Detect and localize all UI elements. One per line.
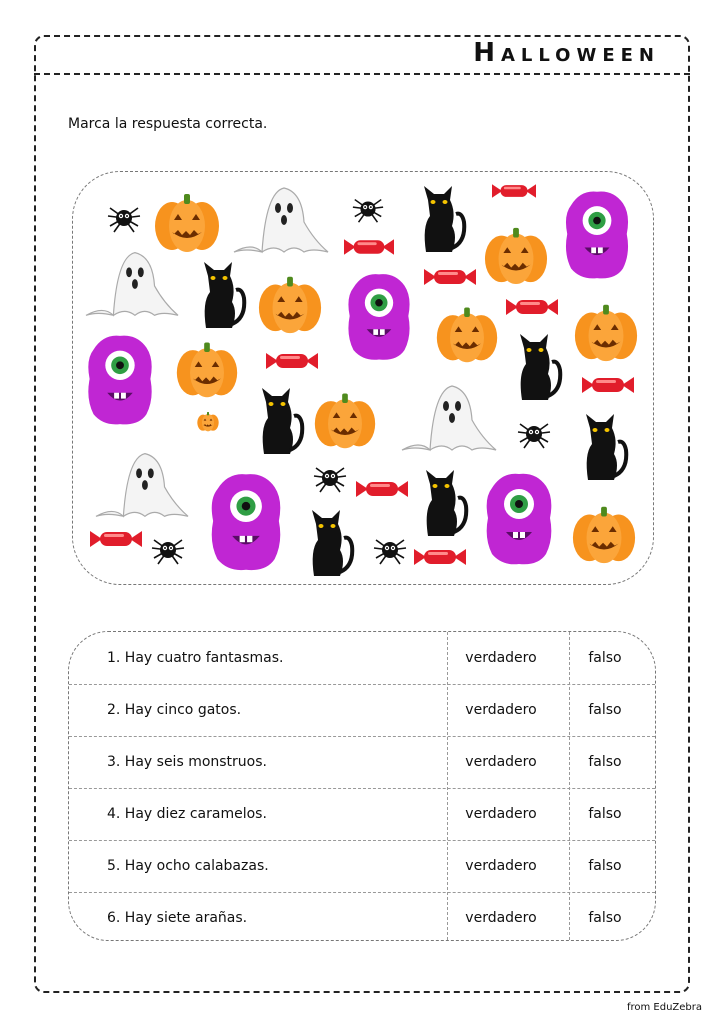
spider-icon [372,532,408,568]
candy-icon [344,236,394,258]
candy-icon [414,546,466,568]
statement-text: 2. Hay cinco gatos. [107,702,242,718]
pumpkin-icon [434,300,500,366]
false-option[interactable]: falso [588,858,622,874]
ghost-icon [400,380,498,454]
table-row [69,840,655,892]
candy-icon [582,374,634,396]
true-option[interactable]: verdadero [465,754,537,770]
cat-icon [514,330,564,402]
candy-icon [356,478,408,500]
spider-icon [150,532,186,568]
cat-icon [256,384,306,456]
cat-icon [198,258,248,330]
monster-icon [82,330,158,428]
statement-text: 4. Hay diez caramelos. [107,806,267,822]
ghost-icon [94,446,190,522]
header-divider [34,73,690,75]
spider-icon [350,192,386,226]
false-option[interactable]: falso [588,702,622,718]
spider-icon [106,200,142,236]
table-row [69,736,655,788]
candy-icon [492,180,536,202]
true-option[interactable]: verdadero [465,858,537,874]
true-option[interactable]: verdadero [465,650,537,666]
spider-icon [516,416,552,452]
pumpkin-icon [572,298,640,364]
candy-icon [424,266,476,288]
false-option[interactable]: falso [588,910,622,926]
cat-icon [306,506,356,578]
credit-text: from EduZebra [626,1002,702,1013]
false-option[interactable]: falso [588,754,622,770]
page-title: Halloween [473,38,660,68]
table-row [69,892,655,941]
spider-icon [312,460,348,496]
true-option[interactable]: verdadero [465,702,537,718]
table-row [69,684,655,736]
monster-icon [482,466,556,570]
false-option[interactable]: falso [588,650,622,666]
instruction-text: Marca la respuesta correcta. [68,116,268,132]
cat-icon [418,182,468,254]
monster-icon [344,266,414,366]
statement-text: 1. Hay cuatro fantasmas. [107,650,284,666]
candy-icon [90,528,142,550]
candy-icon [506,296,558,318]
cat-icon [580,410,630,482]
monster-icon [206,468,286,574]
cat-icon [420,466,470,538]
pumpkin-icon [152,188,222,254]
false-option[interactable]: falso [588,806,622,822]
pumpkin-icon [182,410,234,432]
table-row [69,632,655,684]
pumpkin-icon [174,336,240,400]
pumpkin-icon [482,222,550,286]
table-row [69,788,655,840]
statements-table [68,631,656,941]
candy-icon [266,350,318,372]
statement-text: 3. Hay seis monstruos. [107,754,267,770]
statement-text: 5. Hay ocho calabazas. [107,858,269,874]
pumpkin-icon [256,270,324,336]
true-option[interactable]: verdadero [465,910,537,926]
monster-icon [560,186,634,282]
true-option[interactable]: verdadero [465,806,537,822]
ghost-icon [232,182,330,256]
ghost-icon [84,246,180,320]
statement-text: 6. Hay siete arañas. [107,910,248,926]
pumpkin-icon [312,386,378,452]
pumpkin-icon [570,500,638,566]
